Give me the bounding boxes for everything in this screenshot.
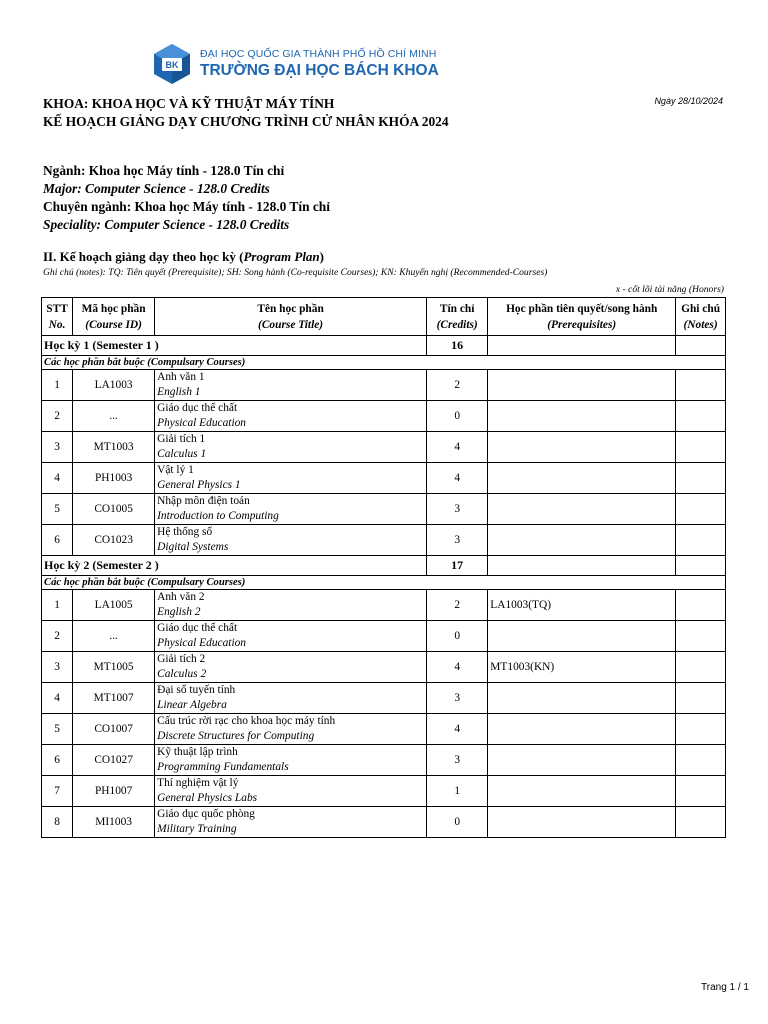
course-title-en: Introduction to Computing (157, 510, 279, 522)
course-notes (676, 590, 726, 621)
course-title-en: Calculus 2 (157, 668, 207, 680)
course-id: CO1027 (73, 745, 155, 776)
course-credits: 4 (427, 463, 488, 494)
course-stt: 5 (42, 714, 73, 745)
table-row (42, 714, 726, 745)
course-title-en: Linear Algebra (157, 699, 227, 711)
course-notes (676, 745, 726, 776)
table-row (42, 432, 726, 463)
course-title-vi: Thí nghiệm vật lý (157, 777, 239, 789)
major-en: Major: Computer Science - 128.0 Credits (43, 181, 270, 196)
course-prerequisites: MT1003(KN) (488, 652, 676, 683)
course-prerequisites (488, 463, 676, 494)
course-title-cell (155, 525, 427, 556)
course-title-vi: Giáo dục thể chất (157, 402, 238, 414)
course-stt: 8 (42, 807, 73, 838)
course-id: CO1023 (73, 525, 155, 556)
university-name: TRƯỜNG ĐẠI HỌC BÁCH KHOA (200, 61, 439, 79)
course-id: ... (73, 401, 155, 432)
course-title-vi: Anh văn 2 (157, 591, 205, 603)
table-row (42, 683, 726, 714)
course-title-vi: Vật lý 1 (157, 464, 194, 476)
course-notes (676, 370, 726, 401)
course-stt: 6 (42, 525, 73, 556)
course-notes (676, 683, 726, 714)
course-stt: 4 (42, 463, 73, 494)
university-system-name: ĐẠI HỌC QUỐC GIA THÀNH PHỐ HỒ CHÍ MINH (200, 47, 437, 60)
course-id: CO1005 (73, 494, 155, 525)
course-credits: 3 (427, 683, 488, 714)
course-id: PH1007 (73, 776, 155, 807)
program-info (43, 162, 330, 234)
semester-label: Học kỳ 2 (Semester 2 ) (44, 558, 159, 572)
course-prerequisites (488, 776, 676, 807)
course-title-en: Physical Education (157, 417, 246, 429)
course-title-vi: Hệ thống số (157, 526, 213, 538)
course-group-row (42, 356, 726, 370)
table-row (42, 745, 726, 776)
table-row (42, 401, 726, 432)
course-group-label: Các học phần bắt buộc (Compulsary Courses) (42, 356, 726, 370)
header-stt: STT No. (42, 298, 73, 336)
course-notes (676, 401, 726, 432)
section-title: II. Kế hoạch giảng dạy theo học kỳ (Program Plan) (43, 249, 325, 264)
document-heading (43, 95, 449, 131)
table-row (42, 525, 726, 556)
course-id: MT1007 (73, 683, 155, 714)
course-prerequisites (488, 714, 676, 745)
course-title-vi: Giải tích 1 (157, 433, 206, 445)
header-notes: Ghi chú (Notes) (676, 298, 726, 336)
course-stt: 5 (42, 494, 73, 525)
course-stt: 2 (42, 401, 73, 432)
course-title-en: English 1 (157, 386, 201, 398)
course-title-cell (155, 745, 427, 776)
semester-credits: 16 (427, 336, 488, 356)
course-stt: 6 (42, 745, 73, 776)
course-id: LA1003 (73, 370, 155, 401)
course-prerequisites (488, 807, 676, 838)
university-logo (152, 43, 439, 85)
course-title-vi: Giáo dục thể chất (157, 622, 238, 634)
course-title-cell (155, 463, 427, 494)
header-prerequisites: Học phần tiên quyết/song hành (Prerequisites) (488, 298, 676, 336)
course-prerequisites: LA1003(TQ) (488, 590, 676, 621)
course-prerequisites (488, 432, 676, 463)
course-credits: 0 (427, 621, 488, 652)
course-title-vi: Anh văn 1 (157, 371, 205, 383)
semester-label-cell (42, 336, 427, 356)
course-notes (676, 652, 726, 683)
table-row (42, 494, 726, 525)
table-row (42, 590, 726, 621)
table-row (42, 652, 726, 683)
course-credits: 3 (427, 494, 488, 525)
course-title-en: General Physics Labs (157, 792, 258, 804)
course-credits: 4 (427, 714, 488, 745)
course-id: ... (73, 621, 155, 652)
course-stt: 1 (42, 590, 73, 621)
course-notes (676, 776, 726, 807)
bk-logo-icon (152, 43, 192, 85)
major-vi: Ngành: Khoa học Máy tính - 128.0 Tín chỉ (43, 163, 285, 178)
course-credits: 2 (427, 370, 488, 401)
speciality-en: Speciality: Computer Science - 128.0 Credits (43, 217, 290, 232)
course-title-cell (155, 776, 427, 807)
course-credits: 0 (427, 807, 488, 838)
course-title-en: Military Training (157, 823, 237, 835)
course-notes (676, 714, 726, 745)
course-credits: 3 (427, 745, 488, 776)
course-title-vi: Giải tích 2 (157, 653, 206, 665)
semester-empty-cell (488, 556, 676, 576)
course-id: MT1005 (73, 652, 155, 683)
course-title-en: Calculus 1 (157, 448, 207, 460)
semester-row (42, 336, 726, 356)
course-title-vi: Giáo dục quốc phòng (157, 808, 255, 820)
course-notes (676, 463, 726, 494)
semester-label: Học kỳ 1 (Semester 1 ) (44, 338, 159, 352)
course-title-cell (155, 807, 427, 838)
semester-empty-cell (488, 336, 676, 356)
course-stt: 3 (42, 432, 73, 463)
semester-credits: 17 (427, 556, 488, 576)
course-title-vi: Đại số tuyến tính (157, 684, 236, 696)
document-date: Ngày 28/10/2024 (654, 96, 723, 106)
course-stt: 3 (42, 652, 73, 683)
course-group-label: Các học phần bắt buộc (Compulsary Courses) (42, 576, 726, 590)
honors-legend: x - cốt lõi tài năng (Honors) (615, 284, 724, 295)
course-title-cell (155, 683, 427, 714)
course-title-cell (155, 621, 427, 652)
course-credits: 4 (427, 432, 488, 463)
course-title-en: Programming Fundamentals (157, 761, 289, 773)
course-prerequisites (488, 525, 676, 556)
course-id: MT1003 (73, 432, 155, 463)
header-course-title: Tên học phần (Course Title) (155, 298, 427, 336)
table-header-row (42, 298, 726, 336)
plan-title: KẾ HOẠCH GIẢNG DẠY CHƯƠNG TRÌNH CỬ NHÂN KHÓA 2024 (43, 114, 449, 129)
course-stt: 4 (42, 683, 73, 714)
course-stt: 7 (42, 776, 73, 807)
header-course-id: Mã học phần (Course ID) (73, 298, 155, 336)
semester-empty-cell (676, 556, 726, 576)
header-credits: Tín chỉ (Credits) (427, 298, 488, 336)
table-row (42, 370, 726, 401)
page-number: Trang 1 / 1 (701, 982, 749, 993)
course-notes (676, 432, 726, 463)
table-row (42, 621, 726, 652)
course-id: MI1003 (73, 807, 155, 838)
course-title-cell (155, 652, 427, 683)
course-notes (676, 621, 726, 652)
course-prerequisites (488, 494, 676, 525)
course-credits: 0 (427, 401, 488, 432)
course-title-cell (155, 370, 427, 401)
course-notes (676, 807, 726, 838)
course-id: LA1005 (73, 590, 155, 621)
course-title-vi: Nhập môn điện toán (157, 495, 250, 507)
course-title-en: Digital Systems (157, 541, 229, 553)
course-title-en: English 2 (157, 606, 201, 618)
course-prerequisites (488, 745, 676, 776)
table-row (42, 776, 726, 807)
course-prerequisites (488, 621, 676, 652)
course-prerequisites (488, 401, 676, 432)
course-title-cell (155, 432, 427, 463)
table-row (42, 807, 726, 838)
course-prerequisites (488, 370, 676, 401)
course-id: PH1003 (73, 463, 155, 494)
course-title-cell (155, 714, 427, 745)
course-group-row (42, 576, 726, 590)
course-notes (676, 525, 726, 556)
logo-badge-text: BK (165, 60, 179, 70)
course-credits: 2 (427, 590, 488, 621)
semester-row (42, 556, 726, 576)
course-title-vi: Kỹ thuật lập trình (157, 746, 238, 758)
course-id: CO1007 (73, 714, 155, 745)
course-title-en: Physical Education (157, 637, 246, 649)
semester-empty-cell (676, 336, 726, 356)
course-stt: 2 (42, 621, 73, 652)
course-prerequisites (488, 683, 676, 714)
course-title-en: Discrete Structures for Computing (157, 730, 315, 742)
semester-label-cell (42, 556, 427, 576)
course-title-cell (155, 590, 427, 621)
speciality-vi: Chuyên ngành: Khoa học Máy tính - 128.0 Tín chỉ (43, 199, 330, 214)
course-credits: 4 (427, 652, 488, 683)
course-stt: 1 (42, 370, 73, 401)
faculty-name: KHOA: KHOA HỌC VÀ KỸ THUẬT MÁY TÍNH (43, 96, 335, 111)
course-title-cell (155, 401, 427, 432)
abbreviation-notes: Ghi chú (notes): TQ: Tiên quyết (Prerequisite); SH: Song hành (Co-requisite Courses); KN: Khuyến nghị (Recommended-Courses) (43, 267, 548, 278)
course-credits: 1 (427, 776, 488, 807)
course-credits: 3 (427, 525, 488, 556)
course-title-vi: Cấu trúc rời rạc cho khoa học máy tính (157, 715, 336, 727)
course-title-cell (155, 494, 427, 525)
course-notes (676, 494, 726, 525)
table-row (42, 463, 726, 494)
course-title-en: General Physics 1 (157, 479, 241, 491)
program-plan-table (41, 297, 726, 838)
